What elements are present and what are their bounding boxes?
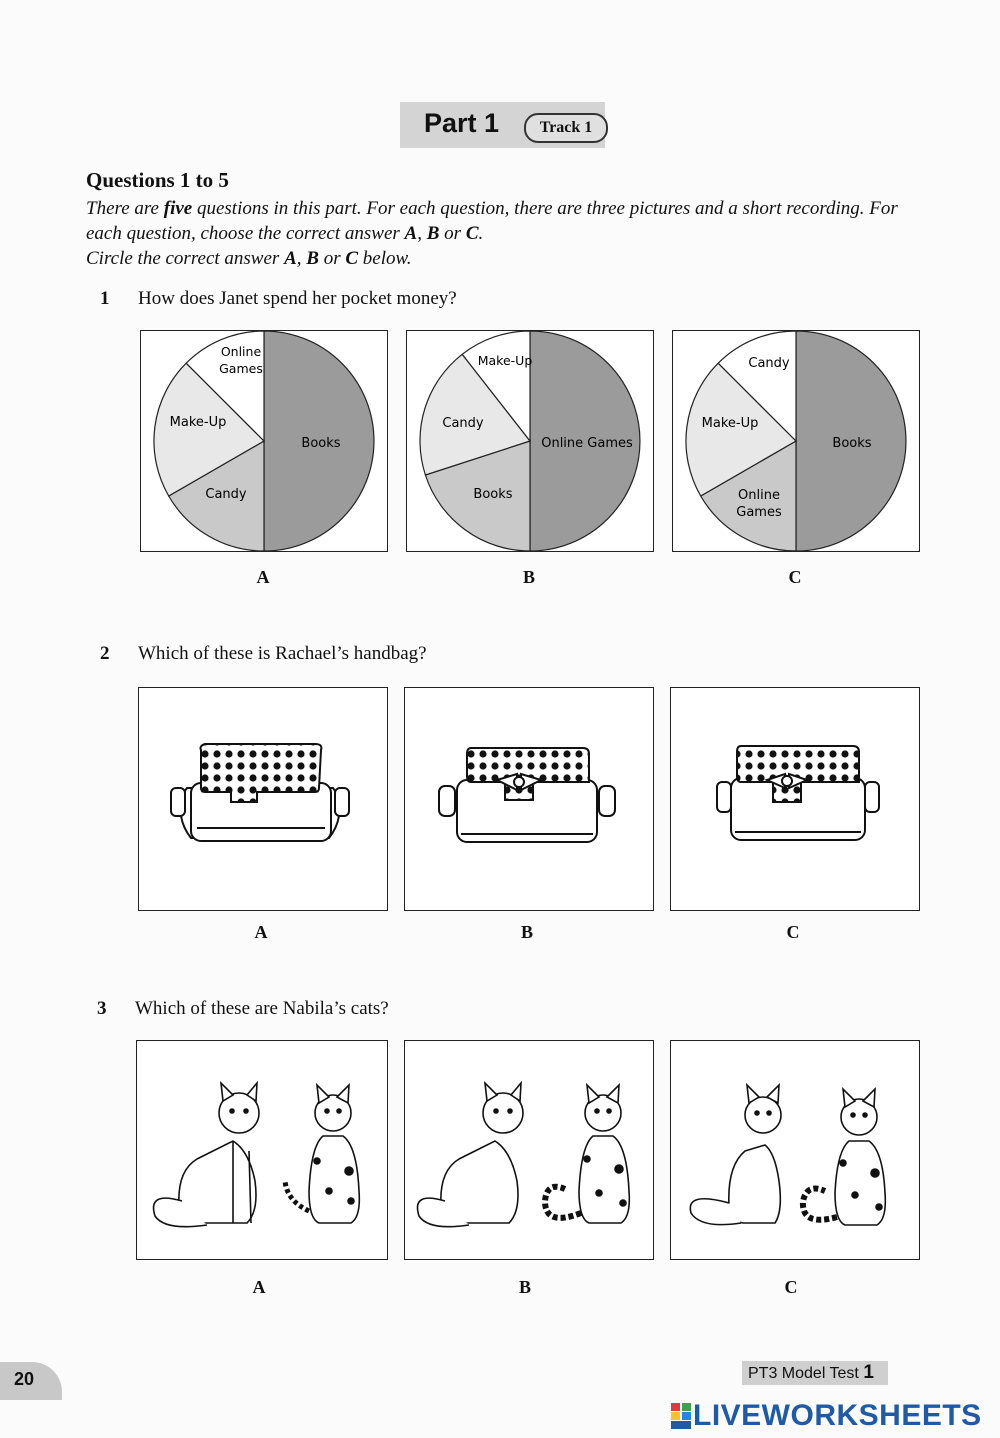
spotted-cat-icon — [285, 1085, 359, 1223]
fluffy-cat-icon — [154, 1083, 259, 1227]
label-online: Online — [738, 488, 780, 503]
page-number: 20 — [14, 1369, 35, 1389]
question-text: Which of these are Nabila’s cats? — [135, 998, 389, 1019]
cats-picture-b[interactable] — [404, 1040, 654, 1260]
question-1 — [100, 288, 457, 310]
option-a[interactable]: A — [254, 922, 268, 942]
question-number: 3 — [97, 998, 107, 1019]
track-badge: Track 1 — [524, 113, 608, 143]
cats-picture-a[interactable] — [136, 1040, 388, 1260]
watermark[interactable]: LIVEWORKSHEETS — [693, 1399, 982, 1432]
label-makeup: Make-Up — [477, 353, 533, 368]
label-online: Online — [220, 344, 262, 359]
label-makeup: Make-Up — [169, 415, 227, 430]
label-candy: Candy — [442, 416, 484, 431]
pie-chart-b[interactable] — [406, 330, 654, 552]
instructions: There are five questions in this part. For each question, there are three pictures and a short recording. For each question, choose the correct answer A, B or C. Circle the correct answer A, B or C below. — [86, 198, 898, 269]
liveworksheets-logo-icon — [671, 1403, 691, 1429]
question-text: Which of these is Rachael’s handbag? — [138, 643, 427, 664]
question-text: How does Janet spend her pocket money? — [138, 288, 457, 309]
label-candy: Candy — [205, 487, 247, 502]
fluffy-cat-icon — [417, 1083, 523, 1227]
handbag-icon — [717, 746, 879, 840]
label-games: Games — [736, 505, 782, 520]
thin-cat-icon — [690, 1085, 781, 1225]
question-number: 1 — [100, 288, 110, 309]
label-makeup: Make-Up — [701, 416, 759, 431]
handbag-picture-a[interactable] — [138, 687, 388, 911]
label-online-games: Online Games — [541, 436, 633, 451]
part-title: Part 1 — [424, 108, 500, 138]
option-b[interactable]: B — [518, 1277, 531, 1297]
pie-chart-c[interactable] — [672, 330, 920, 552]
handbag-picture-c[interactable] — [670, 687, 920, 911]
question-3 — [97, 998, 389, 1020]
handbag-picture-b[interactable] — [404, 687, 654, 911]
question-2 — [100, 643, 427, 665]
option-a[interactable]: A — [252, 1277, 266, 1297]
label-candy: Candy — [748, 356, 790, 371]
question-number: 2 — [100, 643, 110, 664]
test-label: PT3 Model Test 1 — [748, 1362, 874, 1383]
pie-chart-a[interactable] — [140, 330, 388, 552]
option-c[interactable]: C — [784, 1277, 798, 1297]
option-a[interactable]: A — [256, 567, 270, 587]
option-c[interactable]: C — [786, 922, 800, 942]
handbag-icon — [171, 744, 349, 841]
option-b[interactable]: B — [520, 922, 533, 942]
label-books: Books — [473, 487, 513, 502]
handbag-icon — [439, 748, 615, 842]
label-games: Games — [219, 361, 263, 376]
label-books: Books — [832, 436, 872, 451]
label-books: Books — [301, 436, 341, 451]
option-b[interactable]: B — [522, 567, 535, 587]
section-heading: Questions 1 to 5 — [86, 168, 229, 192]
cats-picture-c[interactable] — [670, 1040, 920, 1260]
spotted-cat-icon — [803, 1089, 885, 1225]
option-c[interactable]: C — [788, 567, 802, 587]
spotted-cat-icon — [545, 1085, 629, 1223]
